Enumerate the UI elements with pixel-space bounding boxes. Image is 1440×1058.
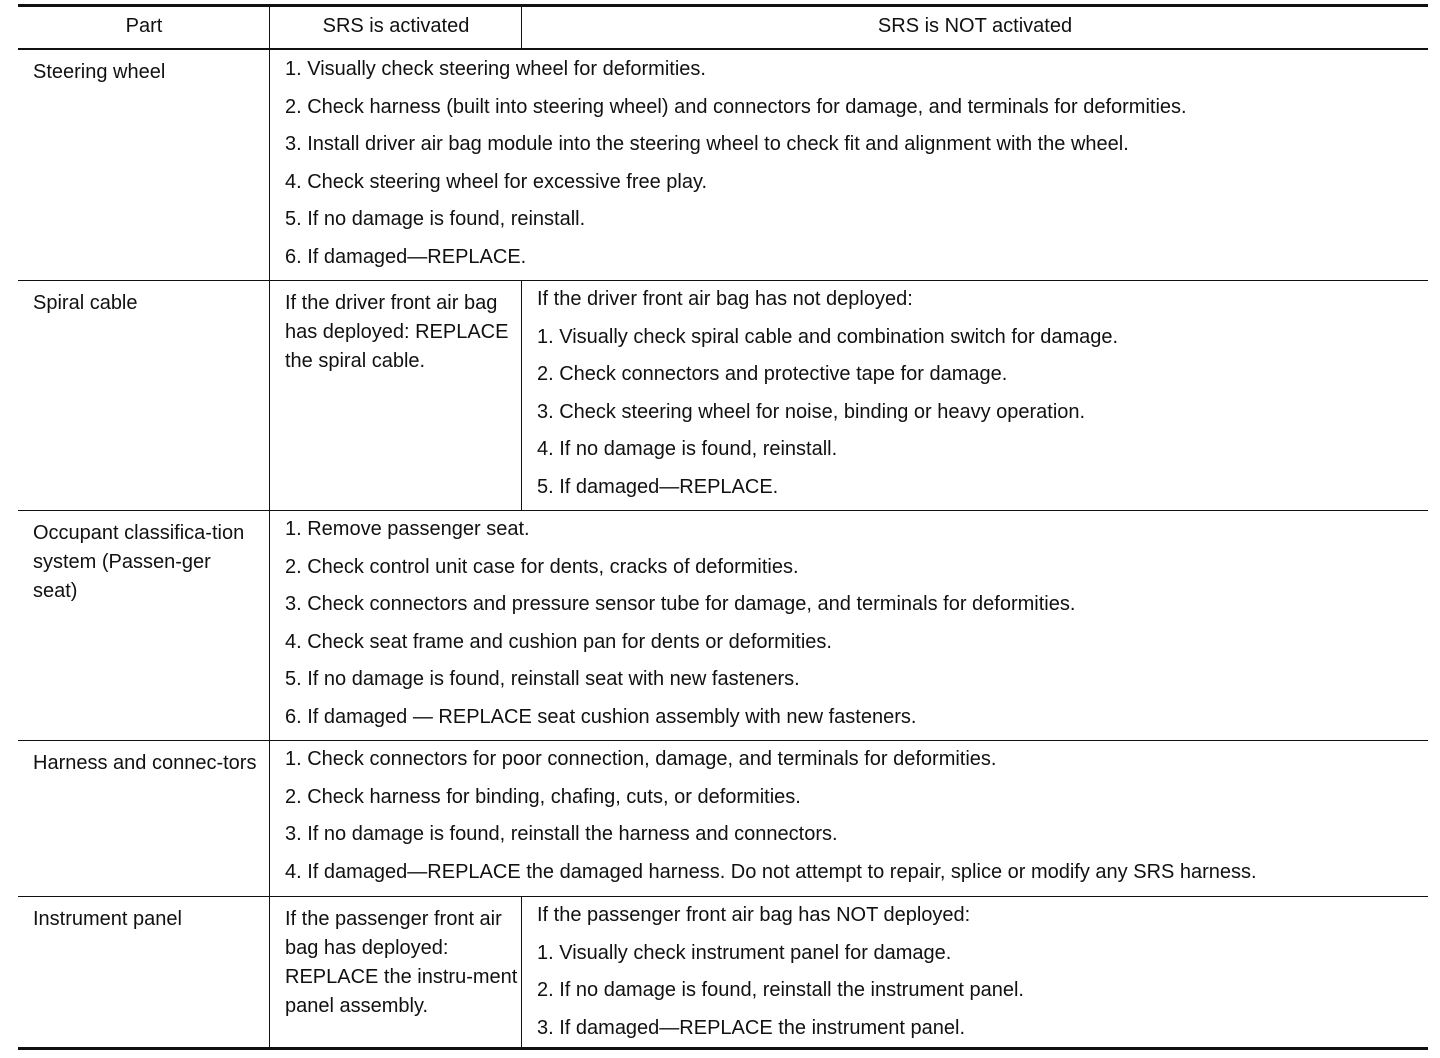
list-item: 2. Check harness for binding, chafing, cuts, or deformities. bbox=[285, 785, 801, 808]
instrument-panel-not-activated bbox=[537, 897, 1024, 1047]
instrument-panel-intro: If the passenger front air bag has NOT deployed: bbox=[537, 904, 971, 926]
steering-wheel-steps bbox=[285, 51, 1187, 276]
list-item: 2. Check harness (built into steering wheel) and connectors for damage, and terminals for deformities. bbox=[285, 95, 1187, 118]
list-item: 5. If damaged—REPLACE. bbox=[537, 475, 779, 498]
header-part: Part bbox=[125, 15, 163, 37]
list-item: 3. Check steering wheel for noise, binding or heavy operation. bbox=[537, 400, 1086, 423]
list-item: 6. If damaged — REPLACE seat cushion assembly with new fasteners. bbox=[285, 705, 917, 728]
table-row bbox=[18, 50, 1428, 280]
list-item: 2. Check control unit case for dents, cracks of deformities. bbox=[285, 555, 799, 578]
header-srs-activated: SRS is activated bbox=[322, 15, 470, 37]
instrument-panel-activated-action: If the passenger front air bag has deployed: REPLACE the instru-ment panel assembly. bbox=[285, 908, 518, 1017]
list-item: 2. If no damage is found, reinstall the instrument panel. bbox=[537, 979, 1024, 1001]
table-row bbox=[18, 281, 1428, 511]
spiral-cable-steps bbox=[537, 319, 1118, 507]
table-row bbox=[18, 741, 1428, 897]
list-item: 4. Check steering wheel for excessive free play. bbox=[285, 170, 708, 193]
list-item: 4. If damaged—REPLACE the damaged harness. Do not attempt to repair, splice or modify any SRS harness. bbox=[285, 860, 1257, 883]
list-item: 3. Install driver air bag module into the steering wheel to check fit and alignment with the wheel. bbox=[285, 133, 1129, 155]
spiral-cable-activated-action: If the driver front air bag has deployed: REPLACE the spiral cable. bbox=[285, 292, 509, 372]
list-item: 3. If no damage is found, reinstall the harness and connectors. bbox=[285, 823, 838, 845]
table-row bbox=[18, 897, 1428, 1050]
occupant-classification-steps bbox=[285, 511, 1075, 736]
list-item: 1. Remove passenger seat. bbox=[285, 518, 530, 540]
part-instrument-panel: Instrument panel bbox=[33, 908, 182, 930]
part-steering-wheel: Steering wheel bbox=[33, 61, 166, 83]
part-occupant-classification: Occupant classifica-tion system (Passen-ger seat) bbox=[33, 522, 245, 602]
list-item: 4. If no damage is found, reinstall. bbox=[537, 438, 838, 460]
table-row bbox=[18, 511, 1428, 741]
part-spiral-cable: Spiral cable bbox=[33, 292, 138, 314]
header-srs-not-activated: SRS is NOT activated bbox=[877, 15, 1073, 37]
list-item: 6. If damaged—REPLACE. bbox=[285, 245, 527, 268]
instrument-panel-steps bbox=[537, 935, 1024, 1048]
list-item: 5. If no damage is found, reinstall seat with new fasteners. bbox=[285, 668, 800, 690]
list-item: 4. Check seat frame and cushion pan for dents or deformities. bbox=[285, 630, 832, 653]
list-item: 1. Visually check spiral cable and combination switch for damage. bbox=[537, 325, 1119, 348]
list-item: 1. Check connectors for poor connection, damage, and terminals for deformities. bbox=[285, 748, 997, 770]
list-item: 1. Visually check instrument panel for damage. bbox=[537, 941, 952, 964]
list-item: 3. If damaged—REPLACE the instrument panel. bbox=[537, 1016, 966, 1039]
harness-connectors-steps bbox=[285, 741, 1257, 891]
list-item: 2. Check connectors and protective tape for damage. bbox=[537, 363, 1008, 385]
spiral-cable-intro: If the driver front air bag has not deployed: bbox=[537, 288, 913, 310]
list-item: 1. Visually check steering wheel for deformities. bbox=[285, 58, 706, 80]
list-item: 3. Check connectors and pressure sensor tube for damage, and terminals for deformities. bbox=[285, 593, 1076, 615]
list-item: 5. If no damage is found, reinstall. bbox=[285, 208, 586, 230]
table-header bbox=[18, 7, 1428, 50]
part-harness-connectors: Harness and connec-tors bbox=[33, 752, 257, 774]
srs-inspection-table bbox=[18, 4, 1428, 1050]
spiral-cable-not-activated bbox=[537, 281, 1118, 506]
